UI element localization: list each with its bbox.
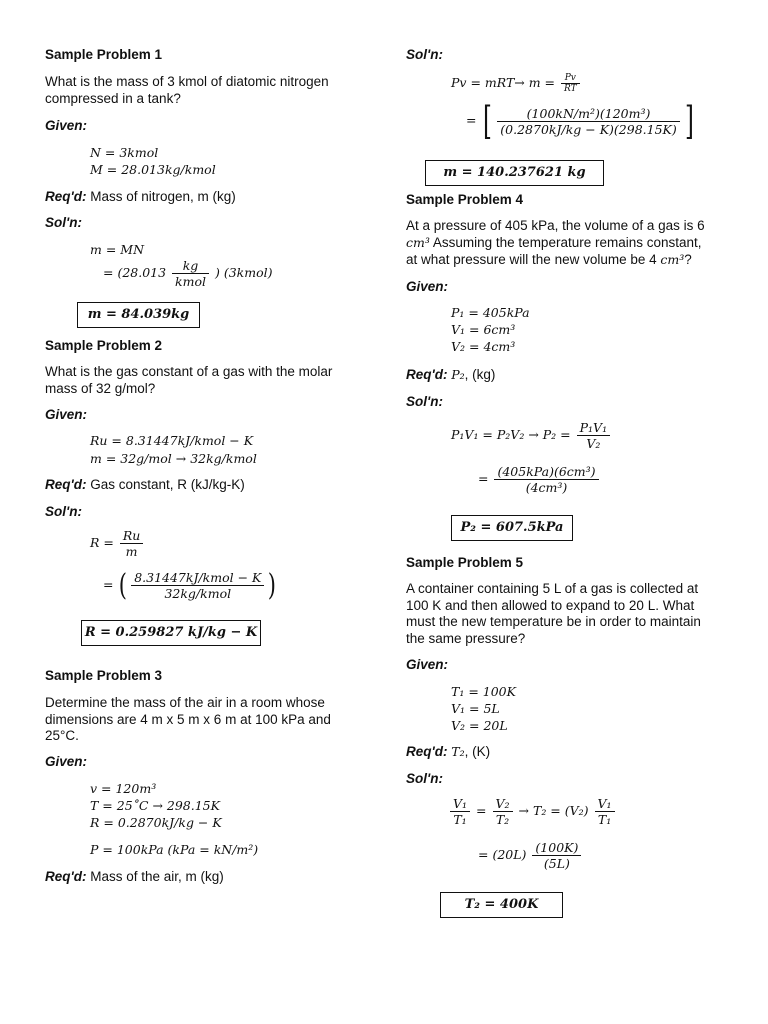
problem-4-step-1-pre: P₁V₁ = P₂V₂ → P₂ = <box>451 427 571 442</box>
problem-2-soln-label: Sol'n: <box>45 504 82 519</box>
fraction-denominator: (0.2870kJ/kg − K)(298.15K) <box>500 121 677 137</box>
problem-5-step-1-fraction-c <box>595 796 615 827</box>
problem-5-given-1: T₁ = 100K <box>451 684 516 699</box>
problem-1-soln-label: Sol'n: <box>45 215 82 230</box>
problem-3-step-2-eq: = <box>466 112 477 128</box>
problem-2-step-1 <box>90 528 145 559</box>
problem-5-soln-label: Sol'n: <box>406 771 443 786</box>
fraction-numerator: (100K) <box>532 840 581 856</box>
close-bracket: ] <box>684 99 694 143</box>
problem-4-given-label: Given: <box>406 279 449 294</box>
question-mark: ? <box>684 252 692 267</box>
problem-5-step-2-fraction <box>532 840 581 871</box>
problem-2-answer-box: R = 0.259827 kJ/kg − K <box>81 620 261 646</box>
problem-2-step-1-lhs: R = <box>90 535 114 550</box>
problem-1-step-2-suffix: ) (3kmol) <box>214 265 273 280</box>
problem-3-answer-box: m = 140.237621 kg <box>425 160 604 186</box>
problem-5-step-1-fraction-b <box>493 796 513 827</box>
reqd-label: Req'd: <box>406 367 448 382</box>
fraction-numerator: V₁ <box>595 796 615 812</box>
problem-4-step-2-eq: = <box>478 471 489 486</box>
problem-5-step-1-eq: = <box>476 803 487 818</box>
problem-4-reqd-text: , (kg) <box>464 367 496 382</box>
problem-4-title: Sample Problem 4 <box>406 192 524 207</box>
problem-3-soln-label: Sol'n: <box>406 47 443 62</box>
fraction-numerator: (405kPa)(6cm³) <box>494 464 598 480</box>
fraction-numerator: Ru <box>120 528 143 544</box>
problem-4-question-2-text: Assuming the temperature remains constant, <box>432 235 702 250</box>
problem-2-title: Sample Problem 2 <box>45 338 163 353</box>
problem-4-given-1: P₁ = 405kPa <box>451 305 530 320</box>
fraction-denominator: V₂ <box>586 436 601 451</box>
fraction-numerator: V₁ <box>450 796 470 812</box>
fraction-denominator: RT <box>564 84 577 94</box>
problem-3-step-1 <box>451 73 582 94</box>
problem-3-given-3: R = 0.2870kJ/kg − K <box>90 815 222 830</box>
problem-1-reqd <box>45 189 236 204</box>
fraction-numerator: 8.31447kJ/kmol − K <box>131 570 264 586</box>
problem-2-step-2-fraction <box>131 570 264 601</box>
problem-5-question: A container containing 5 L of a gas is collected at 100 K and then allowed to expand to 20 L. What must the new temperature be in order to maintain the same pressure? <box>406 581 701 646</box>
problem-5-step-2 <box>478 840 583 871</box>
problem-5-step-1-fraction-a <box>450 796 470 827</box>
problem-1-reqd-text: Mass of nitrogen, m (kg) <box>90 189 236 204</box>
problem-2-reqd-text: Gas constant, R (kJ/kg-K) <box>90 477 245 492</box>
problem-1-step-2-prefix: = (28.013 <box>103 265 167 280</box>
problem-3-step-1-pre: Pv = mRT→ m = <box>451 75 556 90</box>
problem-2-given-label: Given: <box>45 407 88 422</box>
problem-3-given-4: P = 100kPa (kPa = kN/m²) <box>90 842 259 857</box>
problem-2-given-1: Ru = 8.31447kJ/kmol − K <box>90 433 254 448</box>
problem-4-given-2: V₁ = 6cm³ <box>451 322 516 337</box>
fraction-denominator: 32kg/kmol <box>164 586 232 601</box>
fraction-numerator: V₂ <box>493 796 513 812</box>
reqd-label: Req'd: <box>45 189 87 204</box>
unit-cm3: cm³ <box>660 252 685 267</box>
problem-3-step-1-fraction <box>561 73 580 94</box>
open-bracket: [ <box>483 99 493 143</box>
problem-5-given-label: Given: <box>406 657 449 672</box>
problem-5-reqd <box>406 744 490 759</box>
problem-1-step-1: m = MN <box>90 242 145 257</box>
problem-3-reqd-text: Mass of the air, m (kg) <box>90 869 224 884</box>
problem-1-given-2: M = 28.013kg/kmol <box>90 162 216 177</box>
fraction-numerator: P₁V₁ <box>577 420 610 436</box>
problem-2-step-2 <box>103 567 278 603</box>
problem-5-step-2-pre: = (20L) <box>478 847 527 862</box>
problem-3-given-label: Given: <box>45 754 88 769</box>
problem-1-step-2 <box>103 258 273 289</box>
problem-5-step-1 <box>448 796 617 827</box>
problem-4-step-2 <box>478 464 601 495</box>
fraction-denominator: m <box>125 544 138 559</box>
problem-2-question: What is the gas constant of a gas with the molar mass of 32 g/mol? <box>45 364 333 396</box>
reqd-label: Req'd: <box>45 869 87 884</box>
problem-2-step-1-fraction <box>120 528 143 559</box>
problem-4-answer-box: P₂ = 607.5kPa <box>451 515 573 541</box>
problem-4-reqd <box>406 367 495 382</box>
problem-1-question: What is the mass of 3 kmol of diatomic nitrogen compressed in a tank? <box>45 74 329 106</box>
problem-4-question-line-3 <box>406 252 692 267</box>
problem-3-question: Determine the mass of the air in a room whose dimensions are 4 m x 5 m x 6 m at 100 kPa and 25°C. <box>45 695 331 743</box>
problem-3-given-1: v = 120m³ <box>90 781 157 796</box>
problem-5-title: Sample Problem 5 <box>406 555 524 570</box>
close-paren: ) <box>268 567 277 603</box>
problem-1-given-1: N = 3kmol <box>90 145 159 160</box>
reqd-label: Req'd: <box>45 477 87 492</box>
problem-4-reqd-symbol: P₂ <box>451 367 465 382</box>
problem-4-question-line-1: At a pressure of 405 kPa, the volume of a gas is 6 <box>406 218 705 233</box>
problem-5-step-1-mid: → T₂ = (V₂) <box>518 803 589 818</box>
fraction-numerator: kg <box>172 258 209 274</box>
problem-3-given-2: T = 25˚C → 298.15K <box>90 798 220 813</box>
problem-5-reqd-symbol: T₂ <box>451 744 465 759</box>
problem-3-step-2 <box>466 99 697 143</box>
fraction-denominator: kmol <box>175 274 206 289</box>
fraction-denominator: T₂ <box>495 812 510 827</box>
fraction-numerator: Pv <box>561 73 580 84</box>
fraction-denominator: (4cm³) <box>525 480 568 495</box>
problem-3-title: Sample Problem 3 <box>45 668 163 683</box>
fraction-numerator: (100kN/m²)(120m³) <box>497 106 679 122</box>
unit-cm3: cm³ <box>406 235 430 250</box>
problem-4-step-1 <box>451 420 612 451</box>
fraction-denominator: T₁ <box>453 812 467 827</box>
reqd-label: Req'd: <box>406 744 448 759</box>
problem-3-reqd <box>45 869 224 884</box>
problem-4-step-1-fraction <box>577 420 610 451</box>
problem-2-step-2-eq: = <box>103 577 114 592</box>
problem-5-given-3: V₂ = 20L <box>451 718 508 733</box>
fraction-denominator: (5L) <box>543 856 570 871</box>
problem-2-reqd <box>45 477 245 492</box>
problem-1-step-2-fraction <box>172 258 209 289</box>
problem-4-question-line-2 <box>406 235 702 250</box>
problem-4-question-3-text: at what pressure will the new volume be 4 <box>406 252 657 267</box>
problem-4-step-2-fraction <box>494 464 598 495</box>
problem-2-given-2: m = 32g/mol → 32kg/kmol <box>90 451 257 466</box>
problem-4-given-3: V₂ = 4cm³ <box>451 339 516 354</box>
problem-1-answer-box: m = 84.039kg <box>77 302 200 328</box>
problem-5-reqd-text: , (K) <box>464 744 491 759</box>
open-paren: ( <box>119 567 128 603</box>
problem-5-given-2: V₁ = 5L <box>451 701 500 716</box>
problem-1-title: Sample Problem 1 <box>45 47 163 62</box>
problem-1-given-label: Given: <box>45 118 88 133</box>
fraction-denominator: T₁ <box>597 812 612 827</box>
problem-4-soln-label: Sol'n: <box>406 394 443 409</box>
problem-3-step-2-fraction <box>497 106 679 137</box>
problem-5-answer-box: T₂ = 400K <box>440 892 563 918</box>
